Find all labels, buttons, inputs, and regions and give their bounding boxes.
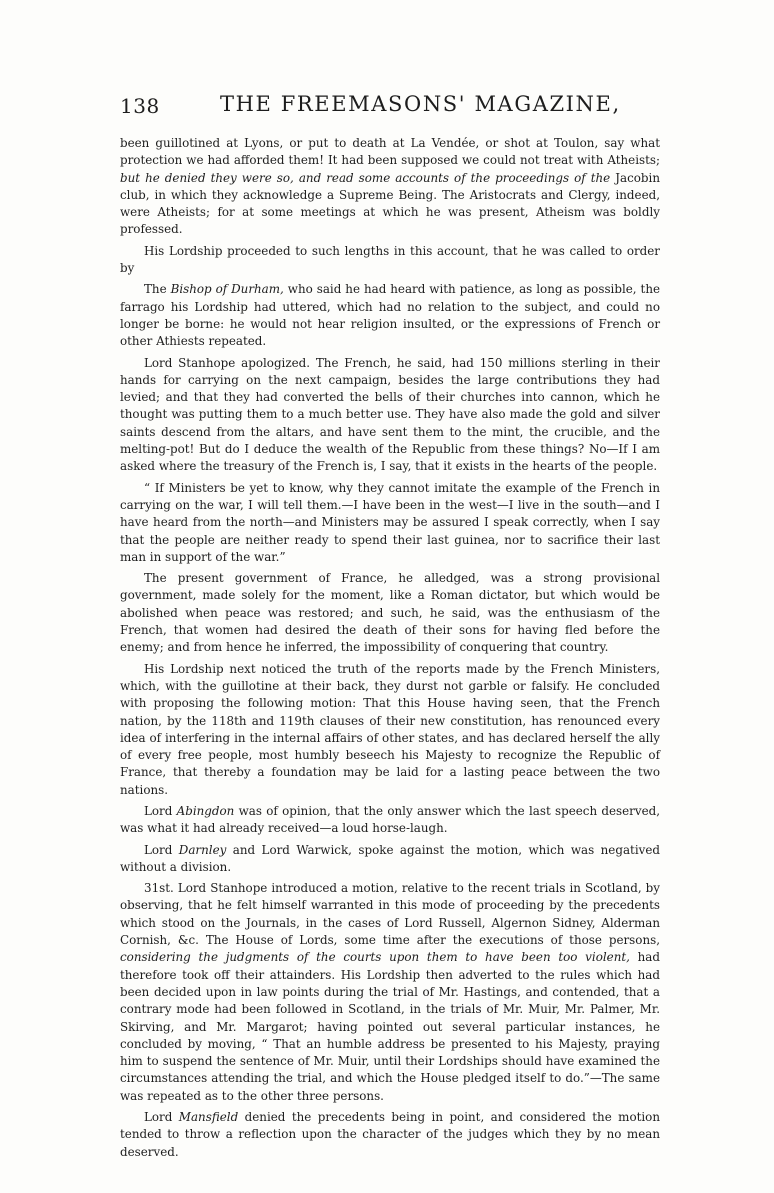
text-run: Jacobin club, in which they acknowledge a Supreme Being. The Aristocrats and Clergy, indeed, were Atheists; for at some meetings at which he was present, Atheism was boldly professed.: [120, 170, 660, 237]
text-run: Lord: [144, 803, 177, 818]
speaker-name: Abingdon: [176, 803, 235, 818]
text-run: denied the precedents being in point, and considered the motion tended to throw a reflection upon the character of the judges which they by no mean deserved.: [120, 1110, 660, 1159]
italic-run: but he denied they were so, and read some accounts of the proceedings of the: [120, 170, 611, 185]
running-title: THE FREEMASONS' MAGAZINE,: [220, 92, 621, 116]
paragraph-continued: [120, 135, 660, 239]
paragraph: [120, 570, 660, 656]
paragraph: [120, 243, 660, 278]
text-run: had therefore took off their attainders. His Lordship then adverted to the rules which had been decided upon in law points during the trial of Mr. Hastings, and contended, that a contrary mode had been followed in Scotland, in the trials of Mr. Muir, Mr. Palmer, Mr. Skirving, and Mr. Margarot; having pointed out several particular instances, he concluded by moving, “ That an humble address be presented to his Majesty, praying him to suspend the sentence of Mr. Muir, until their Lordships should have examined the circumstances attending the trial, and which the House pledged itself to do.”—The same was repeated as to the other three persons.: [120, 950, 661, 1103]
page-header: [120, 92, 660, 122]
text-run: The: [144, 282, 171, 297]
text-run: 31st. Lord Stanhope introduced a motion, relative to the recent trials in Scotland, by observing, that he felt himself warranted in this mode of proceeding by the precedents which stood on the Journals, in the cases of Lord Russell, Algernon Sidney, Alderman Cornish, &c. The House of Lords, some time after the executions of those persons,: [120, 881, 660, 948]
text-run: His Lordship next noticed the truth of the reports made by the French Ministers, which, with the guillotine at their back, they durst not garble or falsify. He concluded with proposing the following motion: That this House having seen, that the French nation, by the 118th and 119th clauses of their new constitution, has renounced every idea of interfering in the internal affairs of other states, and has declared herself the ally of every free people, most humbly beseech his Majesty to recognize the Republic of France, that thereby a foundation may be laid for a lasting peace between the two nations.: [120, 661, 660, 797]
text-run: been guillotined at Lyons, or put to death at La Vendée, or shot at Toulon, say what protection we had afforded them! It had been supposed we could not treat with Atheists;: [120, 136, 660, 168]
speaker-name: Mansfield: [178, 1110, 239, 1125]
text-run: His Lordship proceeded to such lengths in this account, that he was called to order by: [120, 243, 660, 276]
page-number: 138: [120, 94, 160, 118]
paragraph: [120, 880, 660, 1105]
speaker-name: Bishop of Durham,: [170, 282, 284, 297]
text-run: “ If Ministers be yet to know, why they cannot imitate the example of the French in carrying on the war, I will tell them.—I have been in the west—I live in the south—and I have heard from the north—and Ministers may be assured I speak correctly, when I say that the people are neither ready to spend their last guinea, nor to sacrifice their last man in support of the war.”: [120, 480, 660, 564]
text-run: was of opinion, that the only answer which the last speech deserved, was what it had already received—a loud horse-laugh.: [120, 803, 661, 836]
text-run: The present government of France, he alledged, was a strong provisional government, made solely for the moment, like a Roman dictator, but which would be abolished when peace was restored; and such, he said, was the enthusiasm of the French, that women had desired the death of their sons for having fled before the enemy; and from hence he inferred, the impossibility of conquering that country.: [120, 571, 660, 655]
paragraph: [120, 803, 660, 838]
text-run: Lord Stanhope apologized. The French, he said, had 150 millions sterling in their hands for carrying on the next campaign, besides the large contributions they had levied; and that they had converted the bells of their churches into cannon, which he thought was putting them to a much better use. They have also made the gold and silver saints descend from the altars, and have sent them to the mint, the crucible, and the melting-pot! But do I deduce the wealth of the Republic from these things? No—If I am asked where the treasury of the French is, I say, that it exists in the hearts of the people.: [120, 355, 660, 474]
quoted-paragraph: [120, 480, 660, 566]
paragraph: [120, 281, 660, 350]
text-run: Lord: [144, 1110, 179, 1125]
text-run: Lord: [144, 842, 179, 857]
italic-run: considering the judgments of the courts upon them to have been too violent,: [120, 950, 630, 965]
text-run: who said he had heard with patience, as long as possible, the farrago his Lordship had uttered, which had no relation to the subject, and could no longer be borne: he would not hear religion insulted, or the expressions of French or other Athiests repeated.: [120, 282, 661, 349]
paragraph: [120, 842, 660, 877]
speaker-name: Darnley: [178, 842, 227, 857]
paragraph: [120, 1109, 660, 1161]
text-run: and Lord Warwick, spoke against the motion, which was negatived without a division.: [120, 842, 660, 874]
paragraph: [120, 661, 660, 799]
article-body: [120, 135, 660, 1161]
paragraph: [120, 355, 660, 476]
